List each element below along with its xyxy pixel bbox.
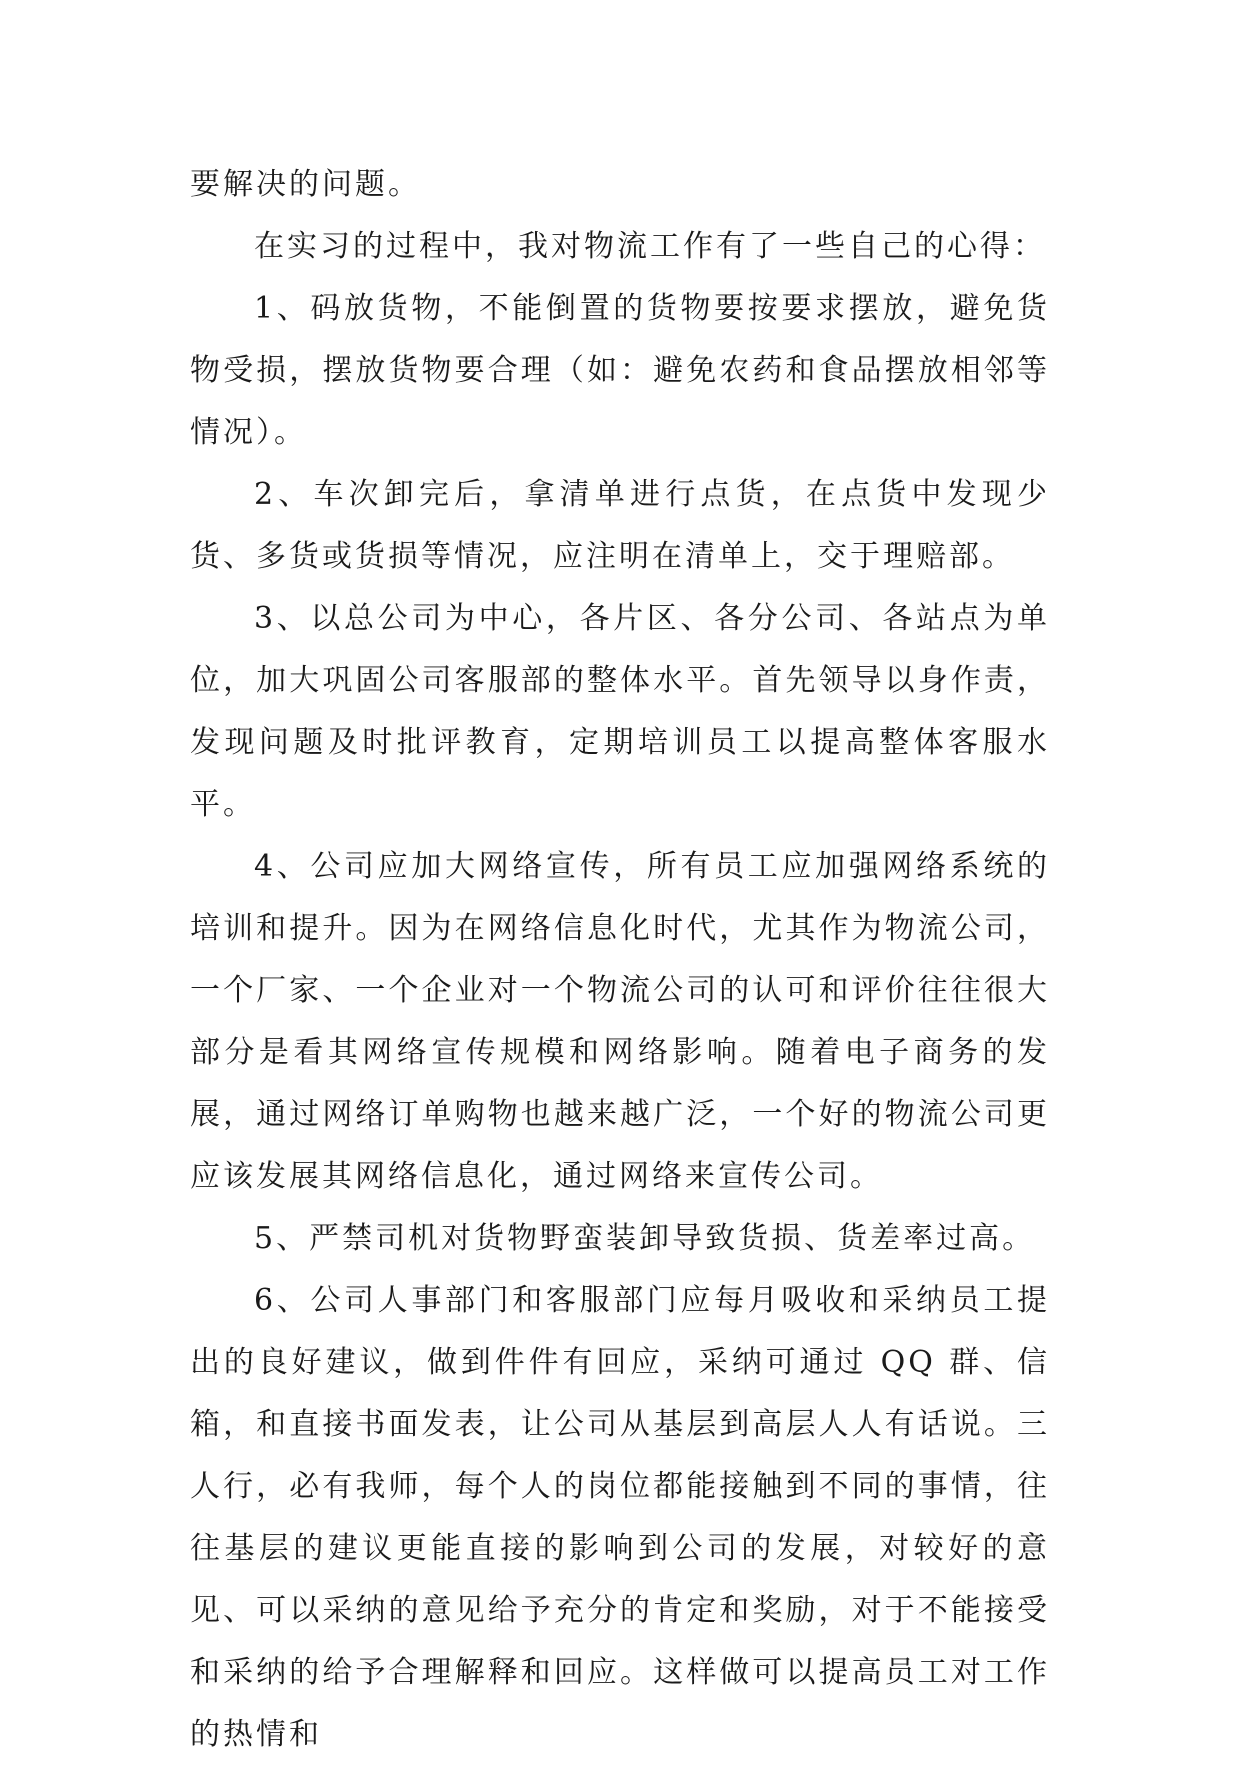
paragraph-point-1: 1、码放货物，不能倒置的货物要按要求摆放，避免货物受损，摆放货物要合理（如：避免农药和食品摆放相邻等情况）。 <box>190 291 1050 450</box>
paragraph-point-3: 3、以总公司为中心，各片区、各分公司、各站点为单位，加大巩固公司客服部的整体水平。首先领导以身作责，发现问题及时批评教育，定期培训员工以提高整体客服水平。 <box>190 601 1050 822</box>
paragraph-point-6: 6、公司人事部门和客服部门应每月吸收和采纳员工提出的良好建议，做到件件有回应，采纳可通过 QQ 群、信箱，和直接书面发表，让公司从基层到高层人人有话说。三人行，必有我师，每个人的岗位都能接触到不同的事情，往往基层的建议更能直接的影响到公司的发展，对较好的意见、可以采纳的意见给予充分的肯定和奖励，对于不能接受和采纳的给予合理解释和回应。这样做可以提高员工对工作的热情和 <box>190 1283 1050 1752</box>
document-body <box>190 154 1050 1766</box>
paragraph-point-5: 5、严禁司机对货物野蛮装卸导致货损、货差率过高。 <box>254 1221 1036 1256</box>
paragraph-point-4: 4、公司应加大网络宣传，所有员工应加强网络系统的培训和提升。因为在网络信息化时代，尤其作为物流公司，一个厂家、一个企业对一个物流公司的认可和评价往往很大部分是看其网络宣传规模和网络影响。随着电子商务的发展，通过网络订单购物也越来越广泛，一个好的物流公司更应该发展其网络信息化，通过网络来宣传公司。 <box>190 849 1050 1194</box>
paragraph-point-2: 2、车次卸完后，拿清单进行点货，在点货中发现少货、多货或货损等情况，应注明在清单上，交于理赔部。 <box>190 477 1050 574</box>
paragraph-intro: 在实习的过程中，我对物流工作有了一些自己的心得： <box>254 229 1046 264</box>
paragraph-continuation: 要解决的问题。 <box>190 167 421 202</box>
